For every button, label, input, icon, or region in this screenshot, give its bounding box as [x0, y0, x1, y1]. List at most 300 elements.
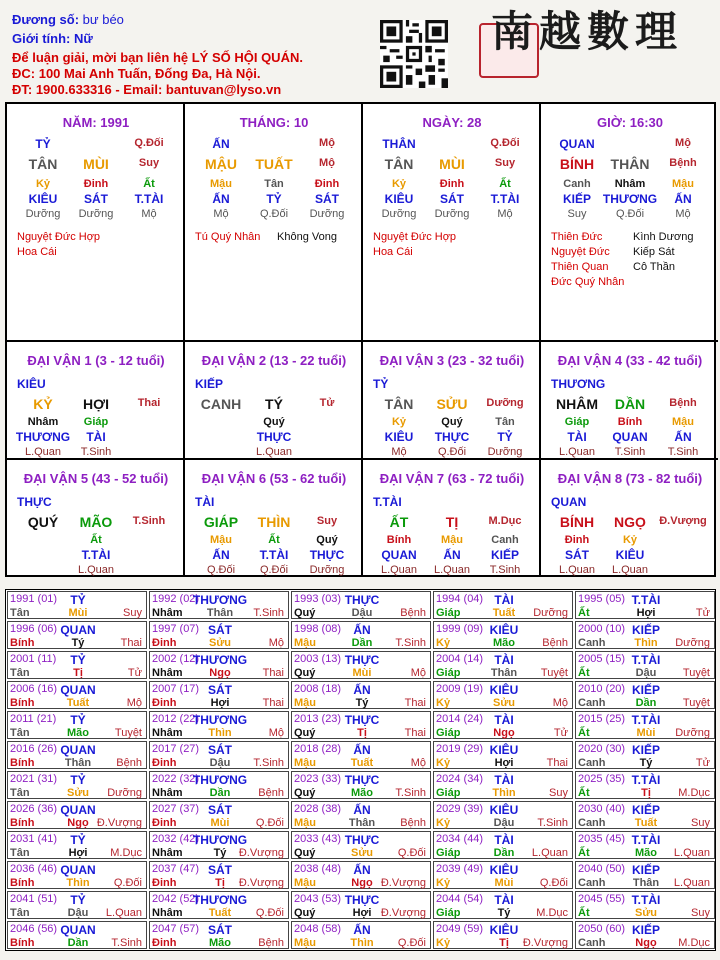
dai-van-hidden-state: L.Quan — [433, 564, 471, 576]
year-phase: Đ.Vượng — [522, 937, 568, 949]
year-cell[interactable] — [291, 831, 431, 859]
phone-line[interactable]: ĐT: 1900.633316 - Email: bantuvan@lyso.vn — [12, 82, 282, 97]
year-branch: Mão — [493, 637, 515, 649]
year-branch: Tuất — [492, 607, 516, 619]
hidden-star: ẤN — [212, 192, 230, 206]
year-label: 2047 (57) — [152, 923, 200, 935]
hidden-star: T.TÀI — [490, 192, 520, 206]
year-label: 2034 (44) — [436, 833, 484, 845]
year-cell[interactable] — [149, 711, 289, 739]
hidden-star: T.TÀI — [134, 192, 164, 206]
year-branch: Tị — [215, 877, 225, 889]
year-star: TỶ — [70, 833, 86, 847]
year-cell[interactable] — [149, 681, 289, 709]
year-cell[interactable] — [575, 831, 715, 859]
year-cell[interactable] — [7, 711, 147, 739]
year-branch: Thìn — [492, 787, 516, 799]
year-phase: Q.Đối — [255, 817, 284, 829]
pillar-branch: MÙI — [439, 156, 465, 172]
year-branch: Hợi — [210, 697, 230, 709]
year-branch: Thìn — [208, 727, 232, 739]
year-cell[interactable] — [149, 861, 289, 889]
year-branch: Tị — [499, 937, 509, 949]
dai-van-hidden-stem: Quý — [263, 416, 285, 428]
dai-van-title: ĐẠI VẬN 5 (43 - 52 tuổi) — [23, 471, 169, 486]
dai-van-hidden-star: THƯƠNG — [15, 430, 71, 444]
year-cell[interactable] — [575, 681, 715, 709]
year-cell[interactable] — [149, 651, 289, 679]
year-label: 2028 (38) — [294, 803, 342, 815]
year-branch: Dậu — [67, 907, 89, 919]
year-cell[interactable] — [7, 591, 147, 619]
dai-van-hidden-star: T.TÀI — [81, 548, 111, 562]
special-star: Đức Quý Nhân — [551, 276, 625, 288]
year-cell[interactable] — [7, 771, 147, 799]
special-star: Hoa Cái — [17, 246, 57, 258]
hidden-stem: Mậu — [210, 178, 232, 190]
hidden-state: Dưỡng — [434, 208, 470, 220]
year-star: KIẾP — [631, 803, 661, 817]
hidden-state: Q.Đối — [615, 208, 645, 220]
dai-van-phase: Tử — [319, 397, 335, 409]
year-branch: Mão — [67, 727, 89, 739]
dai-van-branch: NGỌ — [614, 514, 646, 530]
year-cell[interactable] — [575, 741, 715, 769]
year-star: TỶ — [70, 773, 86, 787]
year-cell[interactable] — [291, 591, 431, 619]
year-phase: T.Sinh — [395, 787, 426, 799]
dai-van-hidden-state: Dưỡng — [309, 564, 345, 576]
year-phase: Đ.Vượng — [238, 847, 284, 859]
year-stem: Nhâm — [152, 787, 183, 799]
year-star: QUAN — [60, 743, 96, 757]
hidden-star: KIẾP — [562, 192, 592, 206]
year-star: THƯƠNG — [192, 773, 248, 787]
year-branch: Thân — [632, 877, 660, 889]
year-phase: M.Dục — [678, 787, 710, 799]
year-phase: Đ.Vượng — [238, 877, 284, 889]
year-phase: Suy — [691, 817, 710, 829]
year-star: THỰC — [344, 893, 380, 907]
year-cell[interactable] — [149, 591, 289, 619]
year-label: 2025 (35) — [578, 773, 626, 785]
year-branch: Thân — [64, 757, 92, 769]
year-label: 2016 (26) — [10, 743, 58, 755]
year-star: THƯƠNG — [192, 653, 248, 667]
year-phase: Tuyệt — [540, 667, 568, 679]
year-cell[interactable] — [575, 921, 715, 949]
year-cell[interactable] — [433, 591, 573, 619]
hidden-star: SÁT — [84, 192, 108, 206]
dai-van-hidden-state: L.Quan — [255, 446, 293, 458]
pillar-stem: TÂN — [384, 156, 414, 172]
dai-van-branch: HỢI — [83, 396, 109, 412]
year-star: THƯƠNG — [192, 593, 248, 607]
year-cell[interactable] — [7, 921, 147, 949]
year-stem: Tân — [10, 607, 30, 619]
hidden-stem: Đinh — [439, 178, 465, 190]
hidden-state: Suy — [567, 208, 587, 220]
year-stem: Giáp — [436, 667, 461, 679]
year-label: 2039 (49) — [436, 863, 484, 875]
year-stem: Kỷ — [436, 757, 451, 769]
year-branch: Tý — [639, 757, 653, 769]
dai-van-star: THƯƠNG — [551, 377, 606, 391]
year-label: 2029 (39) — [436, 803, 484, 815]
year-cell[interactable] — [7, 681, 147, 709]
year-star: THỰC — [344, 773, 380, 787]
year-branch: Dần — [351, 637, 373, 649]
pillar-main-star: THÂN — [382, 137, 416, 151]
year-branch: Ngọ — [635, 937, 657, 949]
year-phase: M.Dục — [110, 847, 142, 859]
pillar-phase: Bệnh — [669, 157, 697, 169]
year-stem: Canh — [578, 817, 606, 829]
year-stem: Giáp — [436, 787, 461, 799]
year-cell[interactable] — [291, 891, 431, 919]
year-phase: L.Quan — [673, 877, 710, 889]
year-branch: Thân — [348, 817, 376, 829]
year-cell[interactable] — [433, 861, 573, 889]
year-stem: Quý — [294, 907, 316, 919]
year-cell[interactable] — [291, 621, 431, 649]
dai-van-stem: BÍNH — [559, 514, 595, 530]
dai-van-title: ĐẠI VẬN 7 (63 - 72 tuổi) — [379, 471, 525, 486]
year-cell[interactable] — [433, 831, 573, 859]
year-phase: Đ.Vượng — [96, 817, 142, 829]
year-branch: Tuất — [66, 697, 90, 709]
year-stem: Quý — [294, 667, 316, 679]
year-stem: Mậu — [294, 877, 316, 889]
year-stem: Ất — [578, 727, 590, 739]
year-phase: Mộ — [268, 727, 284, 739]
year-cell[interactable] — [433, 621, 573, 649]
dai-van-branch: TỊ — [445, 514, 459, 530]
year-branch: Tị — [357, 727, 367, 739]
dai-van-hidden-state: L.Quan — [611, 564, 649, 576]
year-cell[interactable] — [575, 861, 715, 889]
year-branch: Thìn — [634, 637, 658, 649]
year-stem: Đinh — [152, 697, 177, 709]
pillar-stem: TÂN — [28, 156, 58, 172]
year-star: TÀI — [494, 833, 514, 847]
year-phase: Dưỡng — [675, 727, 710, 739]
pillar-branch: TUẤT — [255, 156, 293, 172]
year-stem: Đinh — [152, 637, 177, 649]
year-cell[interactable] — [575, 711, 715, 739]
year-cell[interactable] — [7, 861, 147, 889]
year-label: 2019 (29) — [436, 743, 484, 755]
year-cell[interactable] — [291, 741, 431, 769]
year-branch: Sửu — [350, 847, 374, 859]
dai-van-hidden-star: KIÊU — [615, 548, 645, 562]
year-cell[interactable] — [291, 921, 431, 949]
pillar-phase: Suy — [494, 157, 516, 169]
year-star: KIẾP — [631, 683, 661, 697]
pillar-title: NGÀY: 28 — [422, 115, 482, 130]
year-label: 2041 (51) — [10, 893, 58, 905]
dai-van-phase: Thai — [137, 397, 161, 409]
year-branch: Tuất — [350, 757, 374, 769]
year-stem: Ất — [578, 907, 590, 919]
year-cell[interactable] — [7, 651, 147, 679]
year-label: 2021 (31) — [10, 773, 58, 785]
year-label: 2023 (33) — [294, 773, 342, 785]
dai-van-stem: KỶ — [33, 396, 53, 412]
year-label: 2042 (52) — [152, 893, 200, 905]
annual-luck-grid — [5, 589, 716, 951]
year-cell[interactable] — [575, 591, 715, 619]
year-label: 2026 (36) — [10, 803, 58, 815]
dai-van-star: TÀI — [195, 495, 215, 509]
year-star: T.TÀI — [631, 713, 661, 727]
dai-van-hidden-stem: Nhâm — [27, 416, 59, 428]
year-cell[interactable] — [575, 651, 715, 679]
dai-van-branch: DẦN — [614, 396, 646, 412]
dai-van-hidden-state: Q.Đối — [437, 446, 467, 458]
dai-van-branch: SỬU — [436, 396, 468, 412]
year-star: ẤN — [353, 683, 371, 697]
year-label: 2044 (54) — [436, 893, 484, 905]
year-star: KIÊU — [489, 683, 519, 697]
year-label: 2006 (16) — [10, 683, 58, 695]
year-branch: Mùi — [636, 727, 656, 739]
qr-code-icon[interactable] — [380, 20, 448, 88]
year-cell[interactable] — [149, 771, 289, 799]
year-label: 2049 (59) — [436, 923, 484, 935]
hidden-star: SÁT — [315, 192, 339, 206]
dai-van-hidden-stem: Tân — [495, 416, 515, 428]
year-label: 1997 (07) — [152, 623, 200, 635]
hidden-stem: Kỷ — [35, 178, 51, 190]
year-phase: Suy — [549, 787, 568, 799]
year-stem: Quý — [294, 727, 316, 739]
year-cell[interactable] — [291, 771, 431, 799]
special-star: Tú Quý Nhân — [195, 231, 261, 243]
year-phase: Dưỡng — [675, 637, 710, 649]
dai-van-star: QUAN — [551, 495, 587, 509]
year-cell[interactable] — [149, 801, 289, 829]
dai-van-hidden-stem: Ất — [268, 534, 280, 546]
year-stem: Nhâm — [152, 847, 183, 859]
year-star: KIÊU — [489, 923, 519, 937]
year-star: ẤN — [353, 923, 371, 937]
year-label: 2011 (21) — [10, 713, 57, 725]
year-label: 2018 (28) — [294, 743, 342, 755]
year-label: 2022 (32) — [152, 773, 200, 785]
year-star: TÀI — [494, 653, 514, 667]
year-phase: Thai — [120, 637, 142, 649]
dai-van-hidden-state: T.Sinh — [667, 446, 699, 458]
dai-van-star: KIÊU — [17, 377, 46, 391]
pillar-status: Mộ — [319, 137, 335, 149]
year-cell[interactable] — [433, 741, 573, 769]
year-phase: Đ.Vượng — [380, 907, 426, 919]
year-star: TÀI — [494, 773, 514, 787]
special-star: Nguyệt Đức — [551, 246, 610, 258]
year-stem: Giáp — [436, 607, 461, 619]
dai-van-hidden-star: TỶ — [497, 430, 513, 444]
year-star: THỰC — [344, 833, 380, 847]
year-stem: Mậu — [294, 937, 316, 949]
dai-van-hidden-stem: Canh — [491, 534, 519, 546]
pillar-main-star: QUAN — [559, 137, 595, 151]
year-label: 2004 (14) — [436, 653, 484, 665]
year-branch: Dần — [209, 787, 231, 799]
dai-van-hidden-star: SÁT — [565, 548, 589, 562]
year-label: 2020 (30) — [578, 743, 626, 755]
year-cell[interactable] — [7, 621, 147, 649]
hidden-star: ẤN — [674, 192, 692, 206]
dai-van-hidden-stem: Giáp — [83, 416, 109, 428]
year-stem: Đinh — [152, 937, 177, 949]
year-cell[interactable] — [291, 801, 431, 829]
year-cell[interactable] — [433, 681, 573, 709]
year-branch: Mùi — [210, 817, 230, 829]
year-star: KIÊU — [489, 743, 519, 757]
dai-van-hidden-star: THỰC — [309, 548, 345, 562]
year-star: QUAN — [60, 623, 96, 637]
year-phase: Thai — [404, 727, 426, 739]
year-cell[interactable] — [433, 921, 573, 949]
year-star: T.TÀI — [631, 773, 661, 787]
hidden-state: Mộ — [141, 208, 157, 220]
year-phase: T.Sinh — [253, 757, 284, 769]
year-cell[interactable] — [575, 771, 715, 799]
year-cell[interactable] — [575, 621, 715, 649]
year-branch: Tý — [355, 697, 369, 709]
year-phase: Mộ — [126, 697, 142, 709]
year-label: 2015 (25) — [578, 713, 626, 725]
dai-van-title: ĐẠI VẬN 6 (53 - 62 tuổi) — [201, 471, 347, 486]
year-phase: Tử — [127, 667, 142, 679]
dai-van-branch: TÝ — [265, 396, 283, 412]
pillar-main-star: TỶ — [35, 137, 51, 151]
year-star: KIẾP — [631, 623, 661, 637]
year-branch: Tý — [71, 637, 85, 649]
year-phase: Mộ — [410, 757, 426, 769]
year-cell[interactable] — [149, 621, 289, 649]
year-stem: Ất — [578, 667, 590, 679]
year-stem: Kỷ — [436, 937, 451, 949]
year-cell[interactable] — [433, 771, 573, 799]
year-label: 1994 (04) — [436, 593, 484, 605]
dai-van-hidden-state: L.Quan — [558, 564, 596, 576]
year-cell[interactable] — [575, 801, 715, 829]
year-phase: M.Dục — [536, 907, 568, 919]
year-phase: Tử — [695, 757, 710, 769]
year-cell[interactable] — [7, 831, 147, 859]
year-phase: Mộ — [410, 667, 426, 679]
year-label: 2036 (46) — [10, 863, 58, 875]
hidden-state: Q.Đối — [259, 208, 289, 220]
year-label: 2000 (10) — [578, 623, 626, 635]
year-cell[interactable] — [149, 741, 289, 769]
year-phase: Bệnh — [116, 757, 142, 769]
year-stem: Nhâm — [152, 907, 183, 919]
year-phase: Q.Đối — [113, 877, 142, 889]
year-label: 2017 (27) — [152, 743, 200, 755]
year-cell[interactable] — [7, 891, 147, 919]
year-cell[interactable] — [291, 681, 431, 709]
dai-van-hidden-state: T.Sinh — [489, 564, 521, 576]
year-phase: Tử — [695, 607, 710, 619]
year-label: 2037 (47) — [152, 863, 200, 875]
year-phase: L.Quan — [673, 847, 710, 859]
year-cell[interactable] — [149, 831, 289, 859]
year-phase: Đ.Vượng — [380, 877, 426, 889]
year-branch: Sửu — [634, 907, 658, 919]
year-cell[interactable] — [433, 711, 573, 739]
year-cell[interactable] — [149, 921, 289, 949]
hidden-state: Dưỡng — [309, 208, 345, 220]
dai-van-hidden-state: L.Quan — [380, 564, 418, 576]
dai-van-title: ĐẠI VẬN 1 (3 - 12 tuổi) — [27, 353, 165, 368]
year-label: 2038 (48) — [294, 863, 342, 875]
year-branch: Tý — [497, 907, 511, 919]
pillar-branch: THÂN — [610, 156, 650, 172]
pillar-main-star: ẤN — [212, 137, 230, 151]
year-star: QUAN — [60, 803, 96, 817]
year-cell[interactable] — [149, 891, 289, 919]
year-label: 2031 (41) — [10, 833, 58, 845]
dai-van-hidden-star: KIẾP — [490, 548, 520, 562]
year-star: T.TÀI — [631, 893, 661, 907]
year-branch: Hợi — [636, 607, 656, 619]
year-branch: Dậu — [209, 757, 231, 769]
year-star: QUAN — [60, 683, 96, 697]
year-star: KIÊU — [489, 863, 519, 877]
year-label: 2032 (42) — [152, 833, 200, 845]
year-star: KIÊU — [489, 623, 519, 637]
year-cell[interactable] — [291, 651, 431, 679]
year-cell[interactable] — [291, 861, 431, 889]
year-stem: Mậu — [294, 757, 316, 769]
year-phase: L.Quan — [531, 847, 568, 859]
year-star: ẤN — [353, 623, 371, 637]
dai-van-phase: Dưỡng — [486, 397, 524, 409]
year-label: 2048 (58) — [294, 923, 342, 935]
year-stem: Bính — [10, 757, 35, 769]
year-label: 2009 (19) — [436, 683, 484, 695]
year-label: 2005 (15) — [578, 653, 626, 665]
year-cell[interactable] — [433, 891, 573, 919]
dai-van-hidden-star: QUAN — [612, 430, 648, 444]
year-phase: L.Quan — [105, 907, 142, 919]
year-cell[interactable] — [433, 651, 573, 679]
year-cell[interactable] — [433, 801, 573, 829]
dai-van-hidden-stem: Quý — [441, 416, 463, 428]
year-cell[interactable] — [575, 891, 715, 919]
name-line: Đương số: bư béo — [12, 12, 124, 27]
year-stem: Quý — [294, 787, 316, 799]
pillar-phase: Mộ — [319, 157, 335, 169]
year-star: QUAN — [60, 863, 96, 877]
dai-van-star: KIẾP — [195, 377, 224, 391]
pillar-status: Q.Đối — [490, 137, 520, 149]
special-star: Kiếp Sát — [633, 246, 675, 258]
address-line: ĐC: 100 Mai Anh Tuấn, Đống Đa, Hà Nội. — [12, 66, 261, 81]
year-branch: Mùi — [68, 607, 88, 619]
year-phase: T.Sinh — [537, 817, 568, 829]
year-label: 2008 (18) — [294, 683, 342, 695]
year-phase: Thai — [546, 757, 568, 769]
year-cell[interactable] — [291, 711, 431, 739]
year-stem: Tân — [10, 787, 30, 799]
year-cell[interactable] — [7, 741, 147, 769]
year-stem: Kỷ — [436, 817, 451, 829]
year-cell[interactable] — [7, 801, 147, 829]
